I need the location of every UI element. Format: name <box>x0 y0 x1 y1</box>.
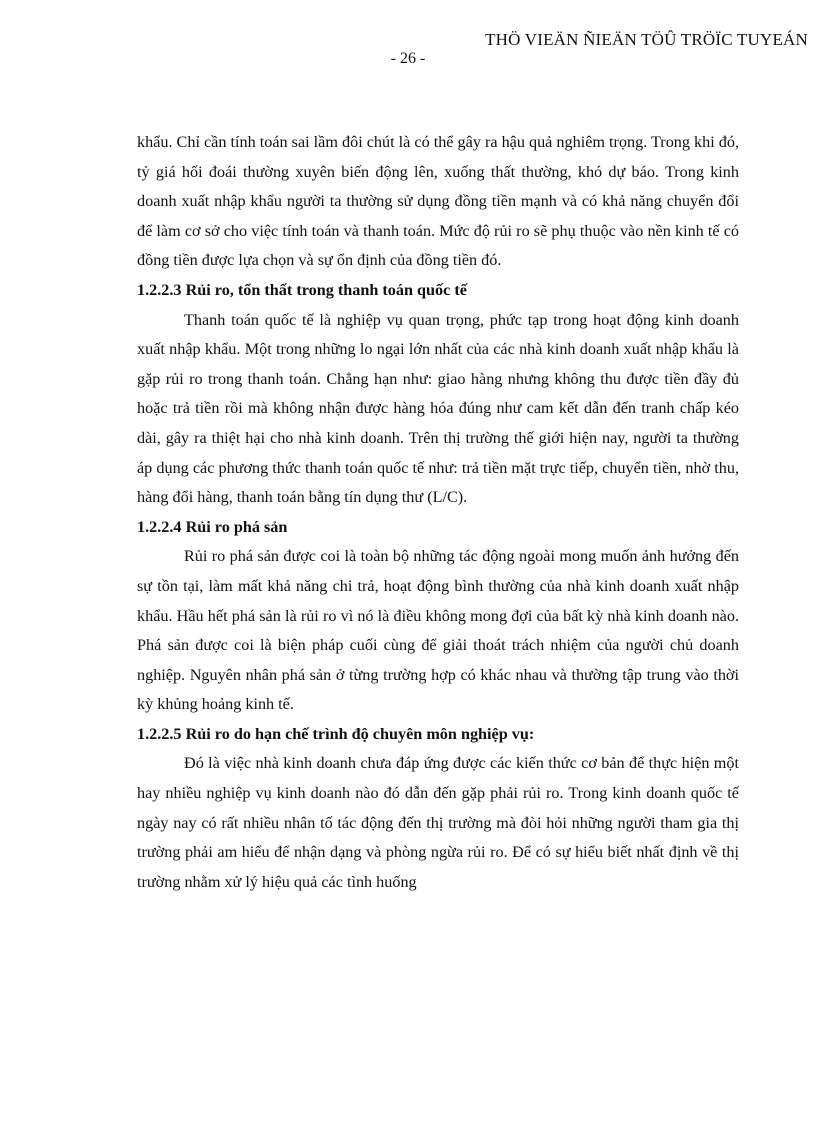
header-watermark: THÖ VIEÄN ÑIEÄN TÖÛ TRÖÏC TUYEÁN <box>485 30 808 49</box>
paragraph-bankruptcy-risk: Rủi ro phá sản được coi là toàn bộ những tác động ngoài mong muốn ảnh hưởng đến sự tồn tại, làm mất khả năng chi trả, hoạt động bình thường của nhà kinh doanh xuất nhập khẩu. Hầu hết phá sản là rủi ro vì nó là điều không mong đợi của bất kỳ nhà kinh doanh nào. Phá sản được coi là biện pháp cuối cùng để giải thoát trách nhiệm của người chủ doanh nghiệp. Nguyên nhân phá sản ở từng trường hợp có khác nhau và thường tập trung vào thời kỳ khủng hoảng kinh tế. <box>137 547 739 714</box>
page-number: - 26 - <box>390 50 426 67</box>
paragraph-expertise-risk: Đó là việc nhà kinh doanh chưa đáp ứng được các kiến thức cơ bản để thực hiện một hay nhiều nghiệp vụ kinh doanh nào đó dẫn đến gặp phải rủi ro. Trong kinh doanh quốc tế ngày nay có rất nhiều nhân tố tác động đến thị trường mà đòi hỏi những người tham gia thị trường phải am hiểu để nhận dạng và phòng ngừa rủi ro. Để có sự hiểu biết nhất định về thị trường nhằm xử lý hiệu quả các tình huống <box>137 754 739 891</box>
section-heading-payment-risk: 1.2.2.3 Rủi ro, tổn thất trong thanh toán quốc tế <box>137 280 467 299</box>
section-heading-bankruptcy-risk: 1.2.2.4 Rủi ro phá sản <box>137 517 288 536</box>
section-heading-expertise-risk: 1.2.2.5 Rủi ro do hạn chế trình độ chuyên môn nghiệp vụ: <box>137 724 535 743</box>
document-body <box>137 128 739 897</box>
paragraph-payment-risk: Thanh toán quốc tế là nghiệp vụ quan trọng, phức tạp trong hoạt động kinh doanh xuất nhập khẩu. Một trong những lo ngại lớn nhất của các nhà kinh doanh xuất nhập khẩu là gặp rủi ro trong thanh toán. Chẳng hạn như: giao hàng nhưng không thu được tiền đầy đủ hoặc trả tiền rồi mà không nhận được hàng hóa đúng như cam kết dẫn đến tranh chấp kéo dài, gây ra thiệt hại cho nhà kinh doanh. Trên thị trường thế giới hiện nay, người ta thường áp dụng các phương thức thanh toán quốc tế như: trả tiền mặt trực tiếp, chuyển tiền, nhờ thu, hàng đổi hàng, thanh toán bằng tín dụng thư (L/C). <box>137 310 739 507</box>
paragraph-exchange-rate-risk: khẩu. Chỉ cần tính toán sai lầm đôi chút là có thể gây ra hậu quả nghiêm trọng. Trong khi đó, tỷ giá hối đoái thường xuyên biến động lên, xuống thất thường, khó dự báo. Trong kinh doanh xuất nhập khẩu người ta thường sử dụng đồng tiền mạnh và có khả năng chuyển đổi để làm cơ sở cho việc tính toán và thanh toán. Mức độ rủi ro sẽ phụ thuộc vào nền kinh tế có đồng tiền được lựa chọn và sự ổn định của đồng tiền đó. <box>137 133 739 270</box>
